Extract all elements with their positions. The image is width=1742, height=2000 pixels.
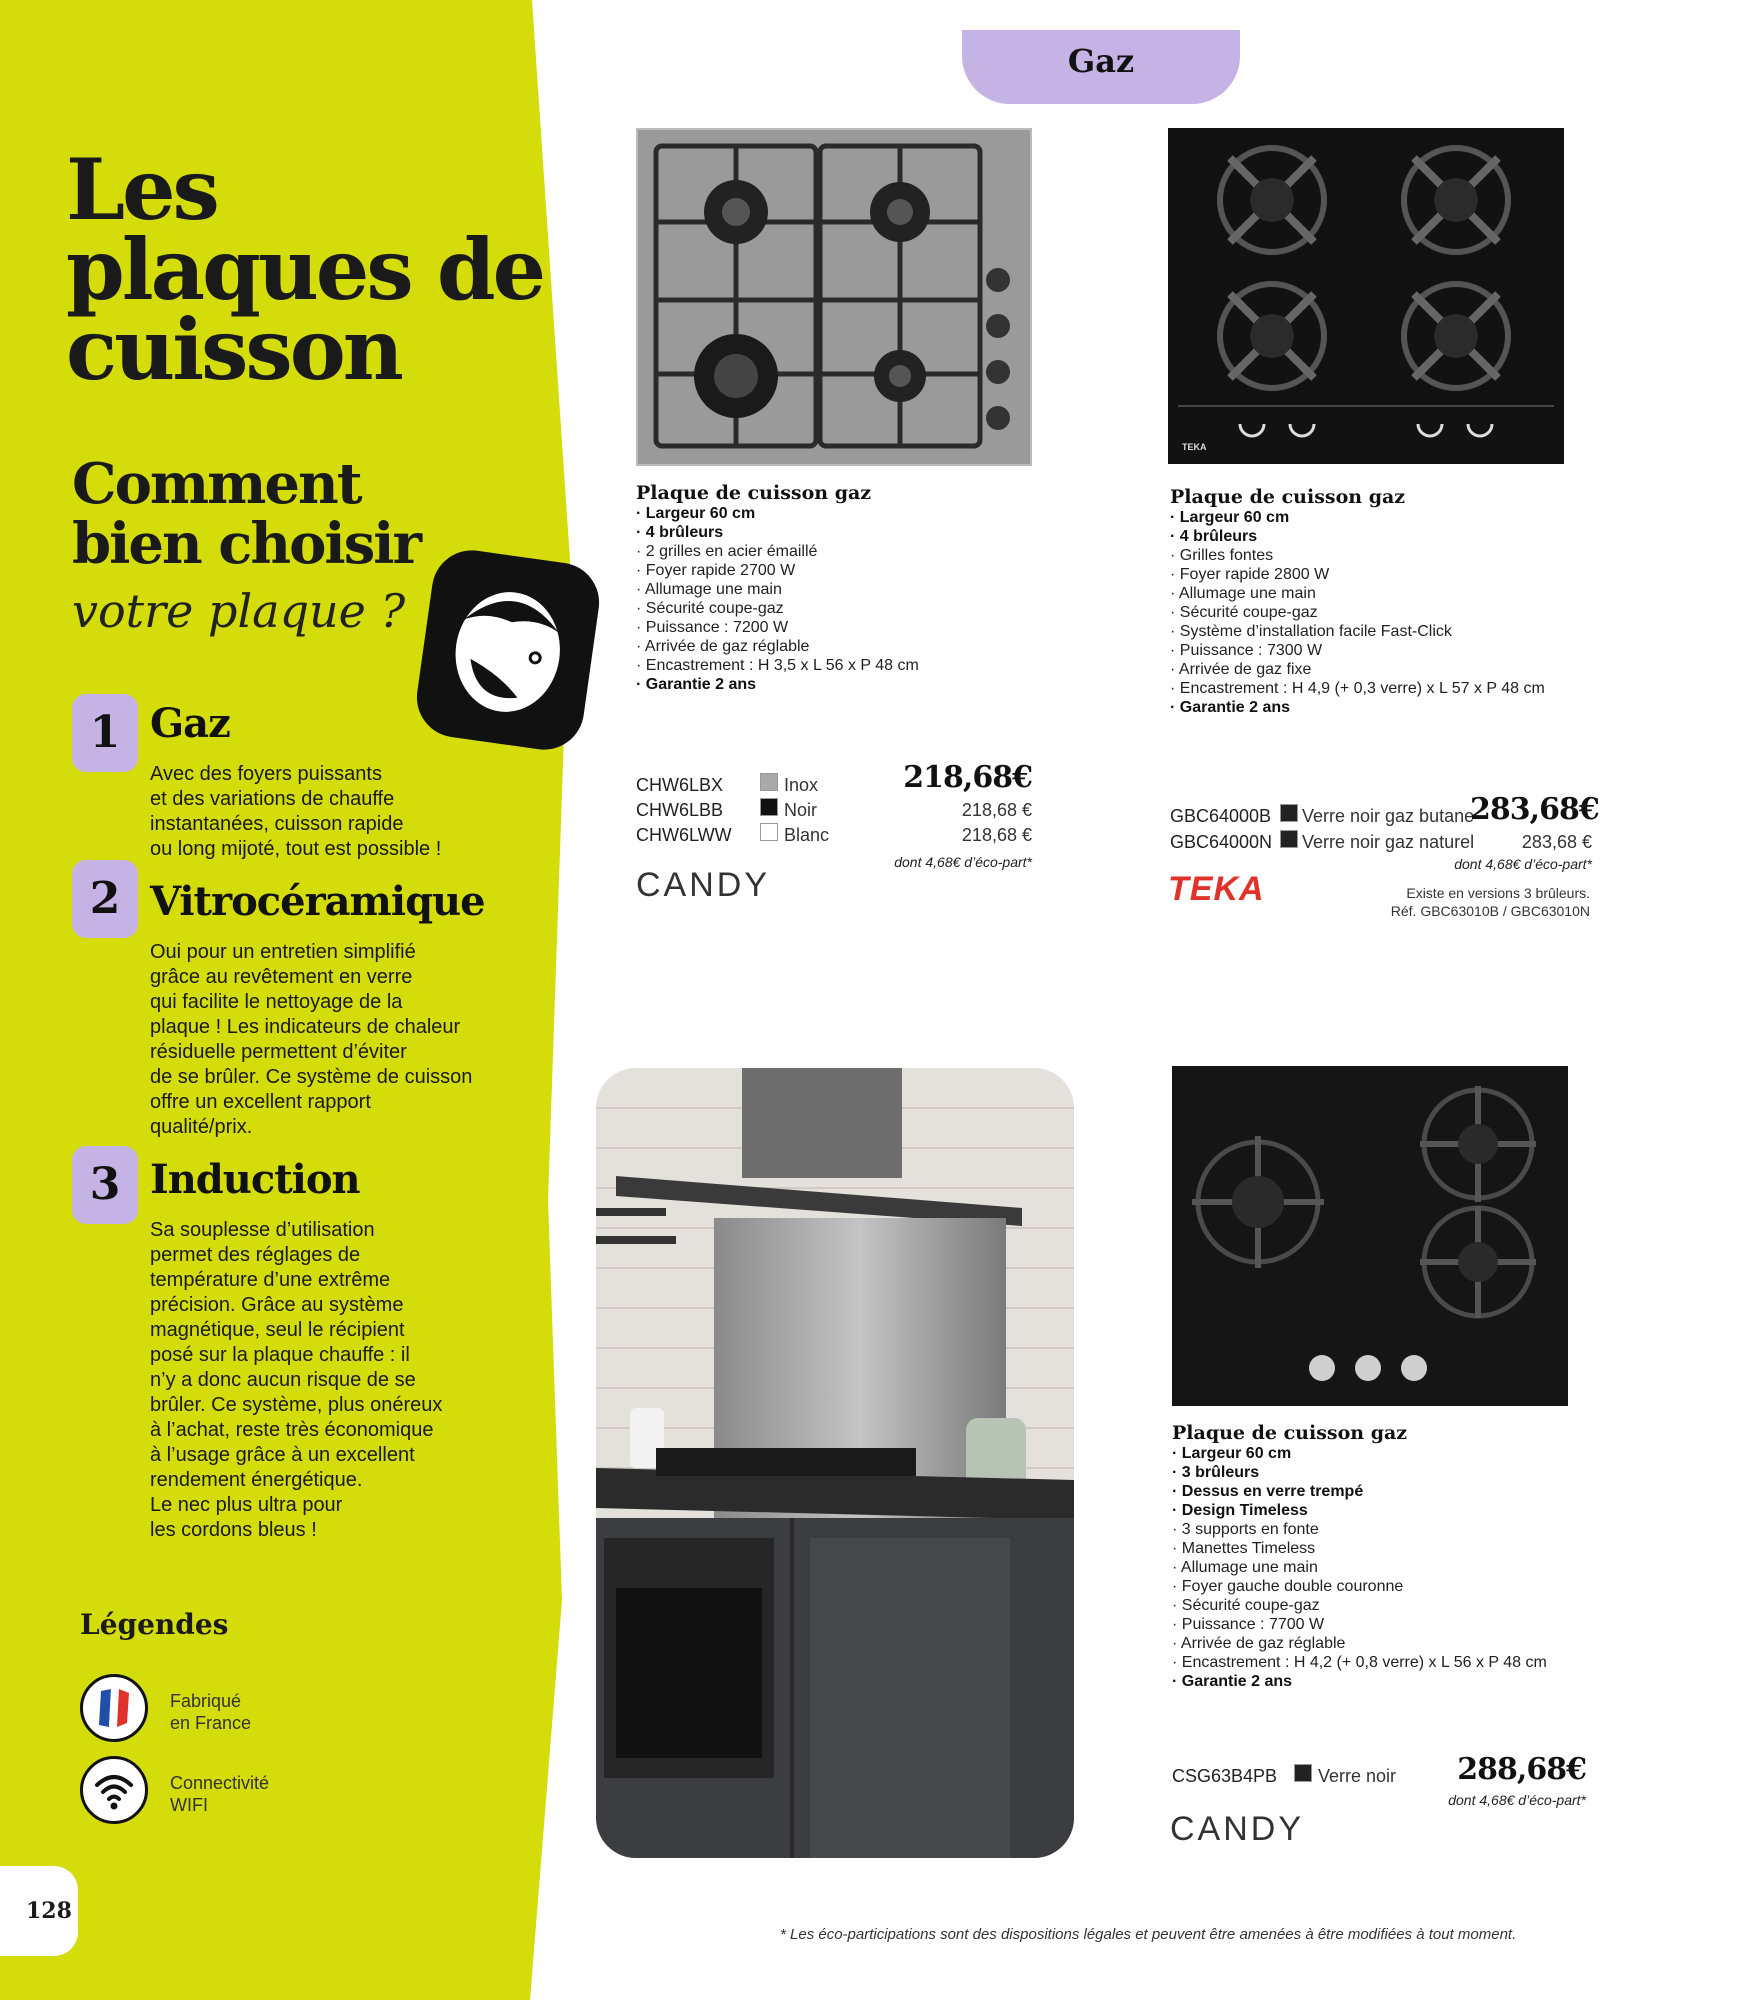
eco-part-2: dont 4,68€ d’éco-part*: [1454, 856, 1592, 872]
spec-item: · Arrivée de gaz réglable: [636, 637, 919, 656]
color-swatch-inox: [760, 773, 778, 791]
section-number-3: 3: [72, 1146, 138, 1224]
product-ref-gbc64000n: GBC64000N: [1170, 832, 1273, 852]
hob-brand-text: TEKA: [1182, 442, 1207, 452]
spec-item: · 2 grilles en acier émaillé: [636, 542, 919, 561]
legend-label-wifi: Connectivité WIFI: [170, 1773, 270, 1815]
spec-item: · 3 brûleurs: [1172, 1463, 1547, 1482]
spec-item: · 4 brûleurs: [1170, 527, 1545, 546]
spec-item: · Allumage une main: [1170, 584, 1545, 603]
kitchen-lifestyle-photo: [596, 1068, 1074, 1858]
product-price-chw6lww: 218,68 €: [961, 825, 1032, 845]
spec-item: · Dessus en verre trempé: [1172, 1482, 1547, 1501]
legend-label-made-in-france: Fabriqué en France: [170, 1691, 252, 1733]
spec-item: · Sécurité coupe-gaz: [1172, 1596, 1547, 1615]
section-number-1: 1: [72, 694, 138, 772]
section-title-gaz: Gaz: [150, 700, 230, 747]
product-ref-chw6lbx: CHW6LBX: [636, 775, 724, 795]
product-image-teka-black-hob: [1168, 128, 1564, 464]
product-title-2: Plaque de cuisson gaz: [1170, 486, 1406, 508]
versions-note: Existe en versions 3 brûleurs. Réf. GBC63010B / GBC63010N: [1390, 885, 1590, 919]
spec-item: · Garantie 2 ans: [1170, 698, 1545, 717]
spec-item: · Grilles fontes: [1170, 546, 1545, 565]
color-name-blanc: Blanc: [784, 825, 830, 845]
product-price-main-1: 218,68€: [903, 760, 1032, 795]
product-title-1: Plaque de cuisson gaz: [636, 482, 872, 504]
brand-logo-candy-1: CANDY: [636, 866, 771, 904]
category-tab: Gaz: [962, 30, 1240, 104]
product-title-3: Plaque de cuisson gaz: [1172, 1422, 1408, 1444]
spec-item: · Puissance : 7200 W: [636, 618, 919, 637]
spec-item: · Puissance : 7700 W: [1172, 1615, 1547, 1634]
spec-item: · Allumage une main: [1172, 1558, 1547, 1577]
product-image-candy-inox-hob: [636, 128, 1032, 466]
character-face-icon: [412, 545, 605, 755]
spec-item: · Design Timeless: [1172, 1501, 1547, 1520]
product-specs-2: [1170, 508, 1545, 717]
color-swatch-noir: [760, 798, 778, 816]
spec-item: · Allumage une main: [636, 580, 919, 599]
eco-part-3: dont 4,68€ d’éco-part*: [1448, 1792, 1586, 1808]
page-number: 128: [26, 1898, 72, 1924]
spec-item: · Encastrement : H 4,9 (+ 0,3 verre) x L 57 x P 48 cm: [1170, 679, 1545, 698]
spec-item: · Foyer gauche double couronne: [1172, 1577, 1547, 1596]
spec-item: · Sécurité coupe-gaz: [1170, 603, 1545, 622]
color-swatch-verre-noir: [1280, 830, 1298, 848]
product-price-gbc64000n: 283,68 €: [1521, 832, 1592, 852]
eco-part-1: dont 4,68€ d’éco-part*: [894, 854, 1032, 870]
guide-title: Comment bien choisir: [72, 451, 421, 577]
product-specs-3: [1172, 1444, 1547, 1691]
page-title: Les plaques de cuisson: [66, 140, 544, 399]
wifi-icon: [80, 1756, 148, 1824]
spec-item: · 4 brûleurs: [636, 523, 919, 542]
section-number-2: 2: [72, 860, 138, 938]
color-name-inox: Inox: [784, 775, 819, 795]
section-body-gaz: Avec des foyers puissants et des variations de chauffe instantanées, cuisson rapide ou long mijoté, tout est possible !: [150, 763, 442, 860]
spec-item: · Arrivée de gaz fixe: [1170, 660, 1545, 679]
color-name-naturel: Verre noir gaz naturel: [1302, 832, 1475, 852]
product-image-candy-glass-hob: [1172, 1066, 1568, 1406]
brand-logo-teka: TEKA: [1168, 870, 1265, 908]
spec-item: · Encastrement : H 4,2 (+ 0,8 verre) x L 56 x P 48 cm: [1172, 1653, 1547, 1672]
footnote: * Les éco-participations sont des dispositions légales et peuvent être amenées à être modifiées à tout moment.: [780, 1926, 1517, 1943]
section-body-vitroceramique: Oui pour un entretien simplifié grâce au revêtement en verre qui facilite le nettoyage de la plaque ! Les indicateurs de chaleur résiduelle permettent d’éviter de se brûler. Ce système de cuisson offre un excellent rapport qualité/prix.: [150, 941, 473, 1138]
color-swatch-verre-noir: [1280, 804, 1298, 822]
brand-logo-candy-2: CANDY: [1170, 1810, 1305, 1848]
section-title-vitroceramique: Vitrocéramique: [150, 878, 485, 925]
spec-item: · Manettes Timeless: [1172, 1539, 1547, 1558]
character-illustration-icon: [412, 545, 605, 755]
spec-item: · Garantie 2 ans: [1172, 1672, 1547, 1691]
spec-item: · Largeur 60 cm: [636, 504, 919, 523]
section-title-induction: Induction: [150, 1156, 360, 1203]
spec-item: · Foyer rapide 2700 W: [636, 561, 919, 580]
section-body-induction: Sa souplesse d’utilisation permet des réglages de température d’une extrême précision. Grâce au système magnétique, seul le récipient posé sur la plaque chauffe : il n’y a donc aucun risque de se brûler. Ce système, plus onéreux à l’achat, reste très économique à l’usage grâce à un excellent rendement énergétique. Le nec plus ultra pour les cordons bleus !: [150, 1219, 443, 1541]
color-name-verre-noir: Verre noir: [1318, 1766, 1397, 1786]
spec-item: · Sécurité coupe-gaz: [636, 599, 919, 618]
product-ref-csg63b4pb: CSG63B4PB: [1172, 1766, 1278, 1786]
spec-item: · Garantie 2 ans: [636, 675, 919, 694]
spec-item: · Largeur 60 cm: [1170, 508, 1545, 527]
product-ref-gbc64000b: GBC64000B: [1170, 806, 1272, 826]
spec-item: · 3 supports en fonte: [1172, 1520, 1547, 1539]
spec-item: · Foyer rapide 2800 W: [1170, 565, 1545, 584]
legend-title: Légendes: [80, 1608, 229, 1641]
color-swatch-blanc: [760, 823, 778, 841]
france-flag-icon: [80, 1674, 148, 1742]
product-specs-1: [636, 504, 919, 694]
product-price-chw6lbb: 218,68 €: [961, 800, 1032, 820]
color-swatch-verre-noir: [1294, 1764, 1312, 1782]
spec-item: · Arrivée de gaz réglable: [1172, 1634, 1547, 1653]
spec-item: · Puissance : 7300 W: [1170, 641, 1545, 660]
spec-item: · Encastrement : H 3,5 x L 56 x P 48 cm: [636, 656, 919, 675]
product-ref-chw6lww: CHW6LWW: [636, 825, 732, 845]
product-ref-chw6lbb: CHW6LBB: [636, 800, 724, 820]
color-name-noir: Noir: [784, 800, 818, 820]
guide-subtitle: votre plaque ?: [72, 584, 406, 638]
color-name-butane: Verre noir gaz butane: [1302, 806, 1475, 826]
spec-item: · Système d’installation facile Fast-Click: [1170, 622, 1545, 641]
spec-item: · Largeur 60 cm: [1172, 1444, 1547, 1463]
product-price-main-2: 283,68€: [1470, 792, 1599, 827]
product-price-main-3: 288,68€: [1457, 1752, 1586, 1787]
